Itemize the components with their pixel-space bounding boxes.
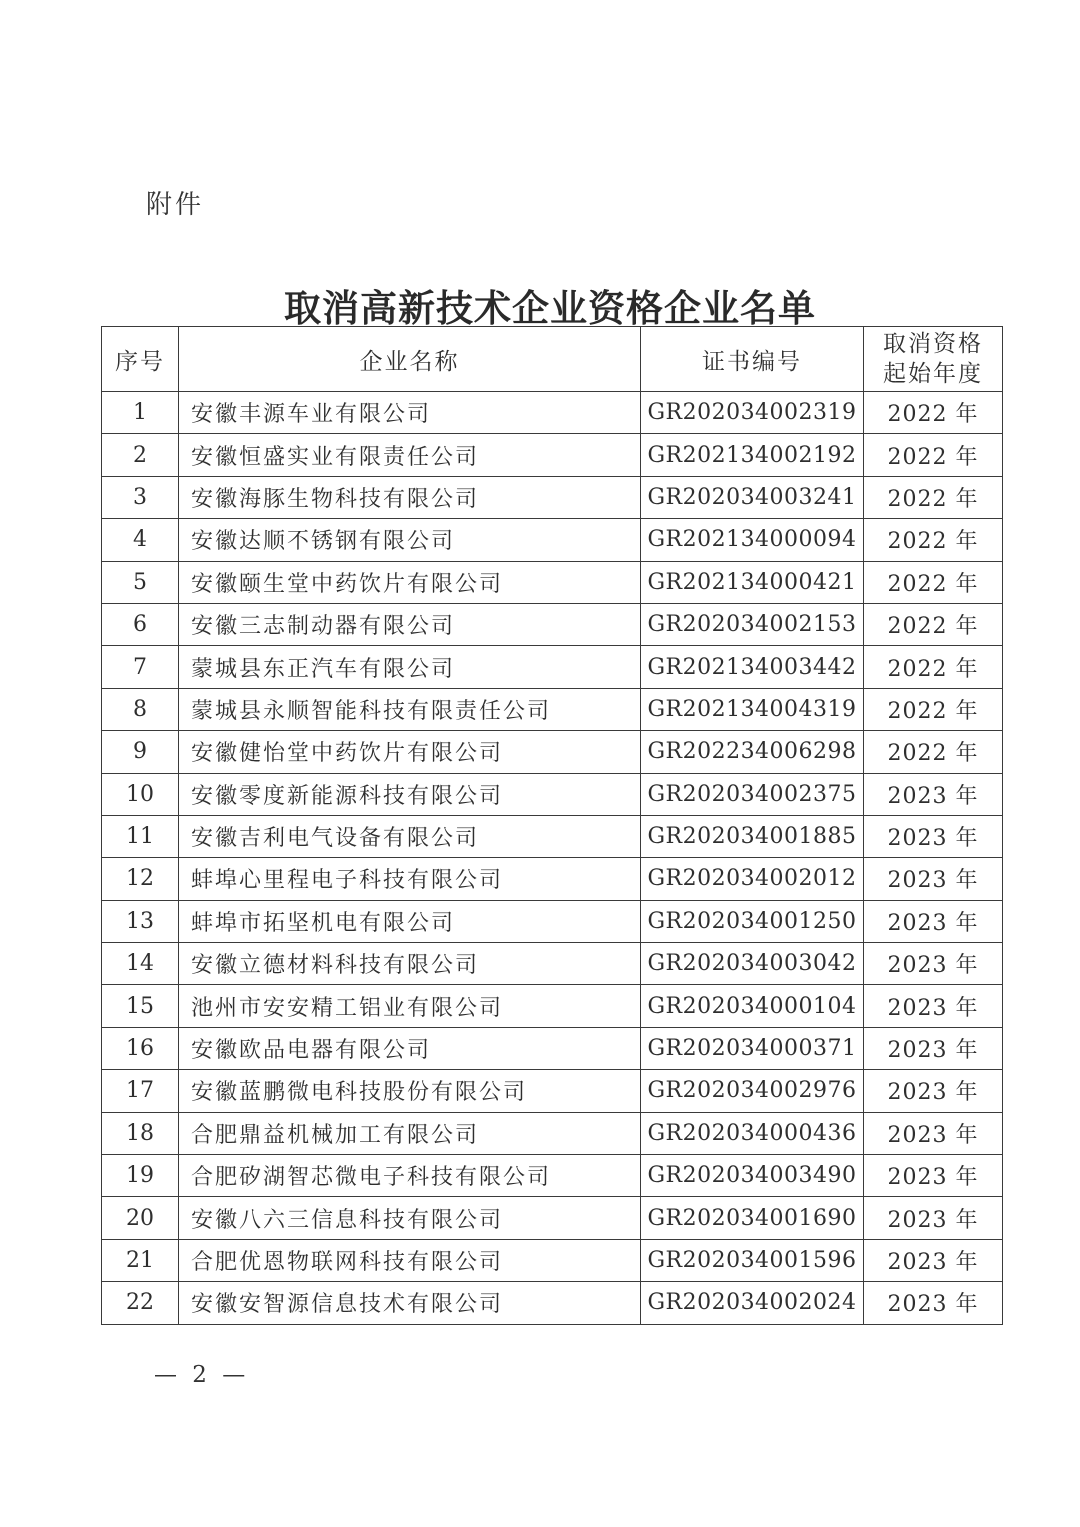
row-company-name: 蒙城县永顺智能科技有限责任公司 [179,688,641,730]
row-certificate-number: GR202034002024 [641,1282,864,1324]
row-seq: 21 [102,1239,179,1281]
row-seq: 7 [102,646,179,688]
row-company-name: 安徽零度新能源科技有限公司 [179,773,641,815]
row-certificate-number: GR202034002319 [641,392,864,434]
row-certificate-number: GR202034002012 [641,858,864,900]
row-seq: 20 [102,1197,179,1239]
row-certificate-number: GR202234006298 [641,731,864,773]
row-company-name: 安徽健怡堂中药饮片有限公司 [179,731,641,773]
table-row [102,858,1003,900]
row-seq: 18 [102,1112,179,1154]
row-company-name: 安徽达顺不锈钢有限公司 [179,519,641,561]
row-start-year: 2023 年 [864,1239,1003,1281]
table-row [102,985,1003,1027]
page-number: — 2 — [154,1362,250,1388]
table-row [102,519,1003,561]
row-company-name: 蚌埠市拓坚机电有限公司 [179,900,641,942]
table-row [102,1155,1003,1197]
row-seq: 8 [102,688,179,730]
row-start-year: 2023 年 [864,900,1003,942]
revoked-companies-table [101,326,1003,1325]
row-certificate-number: GR202034003241 [641,476,864,518]
table-row [102,434,1003,476]
row-seq: 3 [102,476,179,518]
row-company-name: 池州市安安精工铝业有限公司 [179,985,641,1027]
row-seq: 6 [102,603,179,645]
row-seq: 14 [102,943,179,985]
row-seq: 22 [102,1282,179,1324]
row-start-year: 2022 年 [864,392,1003,434]
row-start-year: 2023 年 [864,1282,1003,1324]
row-certificate-number: GR202034000371 [641,1027,864,1069]
row-seq: 17 [102,1070,179,1112]
row-seq: 12 [102,858,179,900]
row-company-name: 安徽恒盛实业有限责任公司 [179,434,641,476]
row-start-year: 2022 年 [864,603,1003,645]
header-year-line2: 起始年度 [883,361,983,387]
row-company-name: 合肥优恩物联网科技有限公司 [179,1239,641,1281]
table-row [102,1070,1003,1112]
row-seq: 19 [102,1155,179,1197]
table-row [102,1027,1003,1069]
row-seq: 11 [102,815,179,857]
table-header-row [102,327,1003,392]
row-start-year: 2022 年 [864,476,1003,518]
row-certificate-number: GR202034002976 [641,1070,864,1112]
row-start-year: 2022 年 [864,688,1003,730]
row-certificate-number: GR202134000421 [641,561,864,603]
row-start-year: 2022 年 [864,561,1003,603]
row-certificate-number: GR202034003042 [641,943,864,985]
table-row [102,561,1003,603]
page-title: 取消高新技术企业资格企业名单 [284,286,816,330]
row-start-year: 2023 年 [864,1155,1003,1197]
table-row [102,900,1003,942]
row-start-year: 2022 年 [864,731,1003,773]
row-certificate-number: GR202034001596 [641,1239,864,1281]
header-year-line1: 取消资格 [883,331,983,357]
row-certificate-number: GR202034002153 [641,603,864,645]
row-seq: 4 [102,519,179,561]
row-company-name: 安徽丰源车业有限公司 [179,392,641,434]
table-row [102,476,1003,518]
row-certificate-number: GR202134002192 [641,434,864,476]
row-certificate-number: GR202134003442 [641,646,864,688]
row-certificate-number: GR202034002375 [641,773,864,815]
table-row [102,603,1003,645]
header-company: 企业名称 [179,327,641,392]
table-row [102,1112,1003,1154]
row-start-year: 2023 年 [864,1027,1003,1069]
header-seq: 序号 [102,327,179,392]
row-certificate-number: GR202034000436 [641,1112,864,1154]
row-start-year: 2023 年 [864,1070,1003,1112]
row-company-name: 安徽立德材料科技有限公司 [179,943,641,985]
row-start-year: 2023 年 [864,943,1003,985]
row-seq: 2 [102,434,179,476]
row-certificate-number: GR202034000104 [641,985,864,1027]
row-company-name: 蒙城县东正汽车有限公司 [179,646,641,688]
table-row [102,731,1003,773]
row-certificate-number: GR202034001250 [641,900,864,942]
table-row [102,646,1003,688]
row-start-year: 2023 年 [864,1112,1003,1154]
annex-label: 附件 [146,190,205,220]
row-company-name: 安徽蓝鹏微电科技股份有限公司 [179,1070,641,1112]
row-seq: 1 [102,392,179,434]
row-seq: 5 [102,561,179,603]
row-company-name: 安徽海豚生物科技有限公司 [179,476,641,518]
row-company-name: 安徽三志制动器有限公司 [179,603,641,645]
row-company-name: 安徽吉利电气设备有限公司 [179,815,641,857]
row-start-year: 2023 年 [864,1197,1003,1239]
row-certificate-number: GR202134004319 [641,688,864,730]
row-certificate-number: GR202034001885 [641,815,864,857]
row-start-year: 2023 年 [864,773,1003,815]
row-seq: 10 [102,773,179,815]
row-company-name: 合肥矽湖智芯微电子科技有限公司 [179,1155,641,1197]
row-start-year: 2022 年 [864,434,1003,476]
table-row [102,392,1003,434]
table-row [102,1239,1003,1281]
header-certificate: 证书编号 [641,327,864,392]
row-company-name: 安徽安智源信息技术有限公司 [179,1282,641,1324]
row-seq: 16 [102,1027,179,1069]
row-start-year: 2023 年 [864,985,1003,1027]
row-certificate-number: GR202034003490 [641,1155,864,1197]
table-row [102,815,1003,857]
row-seq: 15 [102,985,179,1027]
header-year [864,327,1003,392]
table-row [102,1282,1003,1324]
row-seq: 13 [102,900,179,942]
table-row [102,943,1003,985]
row-company-name: 安徽欧品电器有限公司 [179,1027,641,1069]
row-start-year: 2023 年 [864,858,1003,900]
row-company-name: 安徽八六三信息科技有限公司 [179,1197,641,1239]
row-start-year: 2023 年 [864,815,1003,857]
table-row [102,1197,1003,1239]
row-company-name: 蚌埠心里程电子科技有限公司 [179,858,641,900]
row-company-name: 安徽颐生堂中药饮片有限公司 [179,561,641,603]
row-certificate-number: GR202134000094 [641,519,864,561]
table-row [102,773,1003,815]
row-start-year: 2022 年 [864,646,1003,688]
row-certificate-number: GR202034001690 [641,1197,864,1239]
table-row [102,688,1003,730]
row-company-name: 合肥鼎益机械加工有限公司 [179,1112,641,1154]
row-seq: 9 [102,731,179,773]
row-start-year: 2022 年 [864,519,1003,561]
